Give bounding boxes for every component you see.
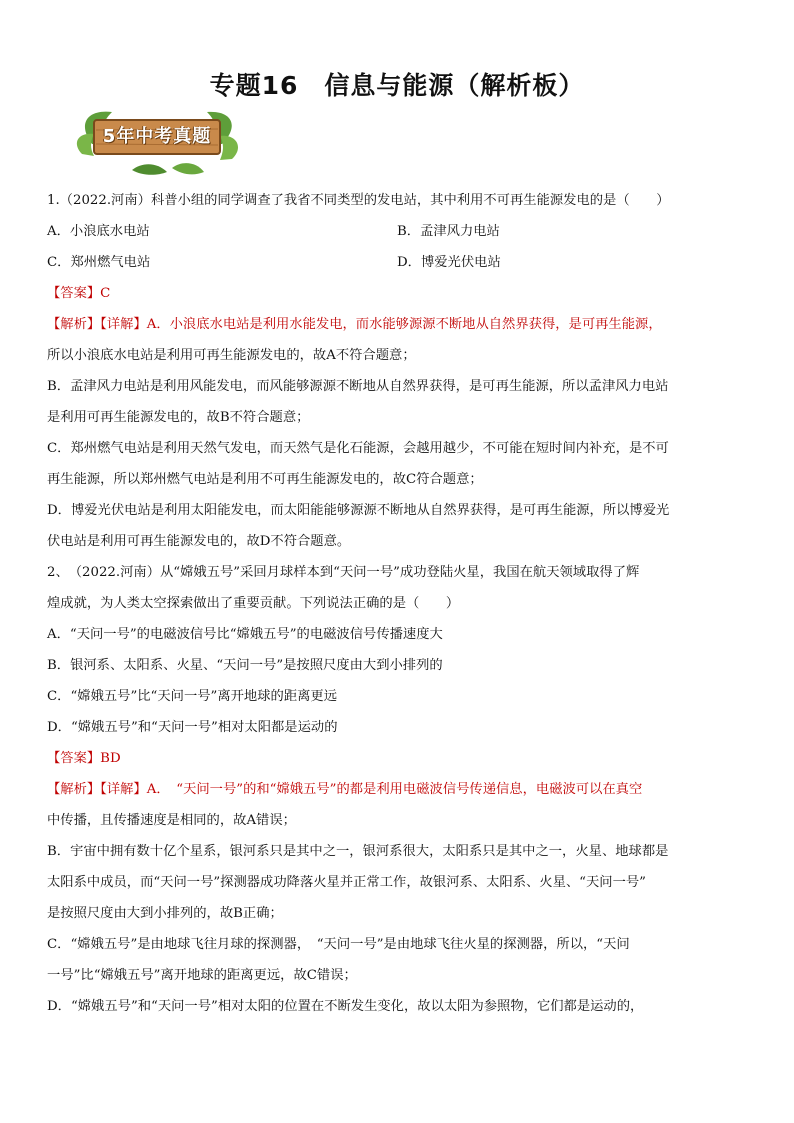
analysis-text: 是利用可再生能源发电的，故B不符合题意； [47, 410, 310, 425]
question-2-answer: 【答案】BD [47, 751, 121, 766]
exam-badge [72, 104, 242, 178]
analysis-text: A．小浪底水电站是利用水能发电，而水能够源源不断地从自然界获得，是可再生能源， [146, 317, 662, 332]
analysis-text: C．郑州燃气电站是利用天然气发电，而天然气是化石能源，会越用越少，不可能在短时间内补充，是不可 [47, 441, 669, 456]
option-d: D．博爱光伏电站 [397, 255, 501, 270]
analysis-text: 伏电站是利用可再生能源发电的，故D不符合题意。 [47, 534, 351, 549]
analysis-text: 所以小浪底水电站是利用可再生能源发电的，故A不符合题意； [47, 348, 416, 363]
analysis-text: 是按照尺度由大到小排列的，故B正确； [47, 906, 283, 921]
option-b: B．孟津风力电站 [397, 224, 500, 239]
analysis-text: A． “天问一号”的和“嫦娥五号”的都是利用电磁波信号传递信息，电磁波可以在真空 [146, 782, 643, 797]
analysis-text: B．宇宙中拥有数十亿个星系，银河系只是其中之一，银河系很大，太阳系只是其中之一，火星、地球都是 [47, 844, 669, 859]
badge-label: 5年中考真题 [102, 126, 212, 147]
analysis-text: B．孟津风力电站是利用风能发电，而风能够源源不断地从自然界获得，是可再生能源，所以孟津风力电站 [47, 379, 669, 394]
analysis-text: C．“嫦娥五号”是由地球飞往月球的探测器， “天问一号”是由地球飞往火星的探测器，所以，“天问 [47, 937, 630, 952]
analysis-text: D．博爱光伏电站是利用太阳能发电，而太阳能能够源源不断地从自然界获得，是可再生能源，所以博爱光 [47, 503, 670, 518]
option-d: D．“嫦娥五号”和“天问一号”相对太阳都是运动的 [47, 720, 338, 735]
question-content [47, 185, 747, 1022]
option-c: C．郑州燃气电站 [47, 255, 151, 270]
question-1-options-row-1 [47, 216, 747, 247]
question-2-analysis-line [47, 774, 747, 805]
analysis-text: 一号”比“嫦娥五号”离开地球的距离更远，故C错误； [47, 968, 357, 983]
analysis-text: 太阳系中成员，而“天问一号”探测器成功降落火星并正常工作，故银河系、太阳系、火星、“天问一号” [47, 875, 646, 890]
question-1-stem: 1.（2022.河南）科普小组的同学调查了我省不同类型的发电站，其中利用不可再生能源发电的是（ ） [47, 193, 670, 208]
question-1-analysis-line [47, 309, 747, 340]
question-1-options-row-2 [47, 247, 747, 278]
page-title: 专题16 信息与能源（解析板） [209, 71, 585, 100]
analysis-text: 再生能源，所以郑州燃气电站是利用不可再生能源发电的，故C符合题意； [47, 472, 483, 487]
question-2-stem: 2、 （2022.河南）从“嫦娥五号”采回月球样本到“天问一号”成功登陆火星，我国在航天领域取得了辉 [47, 565, 640, 580]
analysis-tag: 【解析】【详解】 [47, 317, 147, 332]
question-2-stem: 煌成就，为人类太空探索做出了重要贡献。下列说法正确的是（ ） [47, 596, 460, 611]
analysis-text: 中传播，且传播速度是相同的，故A错误； [47, 813, 296, 828]
option-a: A．“天问一号”的电磁波信号比“嫦娥五号”的电磁波信号传播速度大 [47, 627, 443, 642]
analysis-text: D．“嫦娥五号”和“天问一号”相对太阳的位置在不断发生变化，故以太阳为参照物，它们都是运动的， [47, 999, 644, 1014]
option-a: A．小浪底水电站 [47, 224, 150, 239]
question-1-answer: 【答案】C [47, 286, 111, 301]
analysis-tag: 【解析】【详解】 [47, 782, 147, 797]
option-c: C．“嫦娥五号”比“天问一号”离开地球的距离更远 [47, 689, 338, 704]
option-b: B．银河系、太阳系、火星、“天问一号”是按照尺度由大到小排列的 [47, 658, 443, 673]
